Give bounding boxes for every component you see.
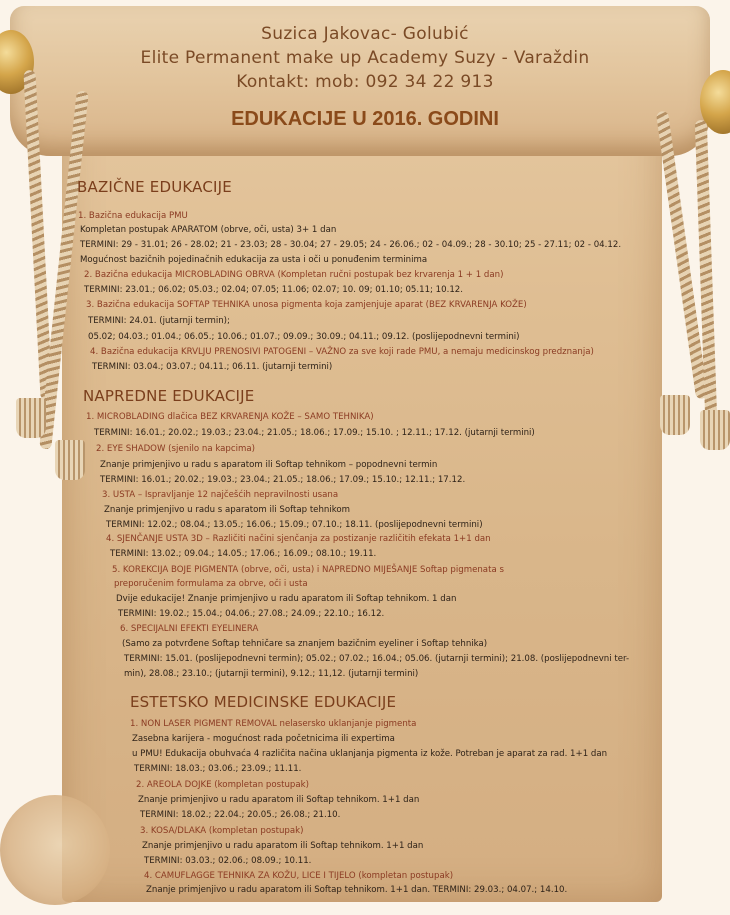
- napredne-line-11: 5. KOREKCIJA BOJE PIGMENTA (obrve, oči, usta) i NAPREDNO MIJEŠANJE Softap pigmenata s: [112, 565, 504, 575]
- estetsko-line-4: TERMINI: 18.03.; 03.06.; 23.09.; 11.11.: [134, 764, 302, 774]
- bazicne-line-8: TERMINI: 24.01. (jutarnji termin);: [88, 316, 230, 326]
- bazicne-line-2: Kompletan postupak APARATOM (obrve, oči, usta) 3+ 1 dan: [80, 225, 337, 235]
- bazicne-line-6: TERMINI: 23.01.; 06.02; 05.03.; 02.04; 07.05; 11.06; 02.07; 10. 09; 01.10; 05.11; 10.12.: [84, 285, 464, 295]
- bazicne-line-7: 3. Bazična edukacija SOFTAP TEHNIKA unosa pigmenta koja zamjenjuje aparat (BEZ KRVARENJA KOŽE): [86, 300, 527, 310]
- napredne-line-7: Znanje primjenjivo u radu s aparatom ili Softap tehnikom: [104, 505, 351, 515]
- napredne-line-2: TERMINI: 16.01.; 20.02.; 19.03.; 23.04.; 21.05.; 18.06.; 17.09.; 15.10. ; 12.11.; 17.12. (jutarnji termini): [94, 428, 535, 438]
- estetsko-line-10: TERMINI: 03.03.; 02.06.; 08.09.; 10.11.: [144, 856, 312, 866]
- napredne-line-5: TERMINI: 16.01.; 20.02.; 19.03.; 23.04.; 21.05.; 18.06.; 17.09.; 15.10.; 12.11.; 17.12.: [100, 475, 466, 485]
- napredne-line-8: TERMINI: 12.02.; 08.04.; 13.05.; 16.06.; 15.09.; 07.10.; 18.11. (poslijepodnevni termini): [106, 520, 483, 530]
- bazicne-line-5: 2. Bazična edukacija MICROBLADING OBRVA (Kompletan ručni postupak bez krvarenja 1 + 1 dan): [84, 270, 504, 280]
- bazicne-line-9: 05.02; 04.03.; 01.04.; 06.05.; 10.06.; 01.07.; 09.09.; 30.09.; 04.11.; 09.12. (poslijepodnevni termini): [88, 332, 520, 342]
- estetsko-line-12: Znanje primjenjivo u radu aparatom ili Softap tehnikom. 1+1 dan. TERMINI: 29.03.; 04.07.; 14.10.: [146, 885, 568, 895]
- estetsko-line-6: Znanje primjenjivo u radu aparatom ili Softap tehnikom. 1+1 dan: [138, 795, 420, 805]
- napredne-line-14: TERMINI: 19.02.; 15.04.; 04.06.; 27.08.; 24.09.; 22.10.; 16.12.: [118, 609, 385, 619]
- napredne-line-16: (Samo za potvrđene Softap tehničare sa znanjem bazičnim eyeliner i Softap tehnika): [122, 639, 488, 649]
- napredne-line-4: Znanje primjenjivo u radu s aparatom ili Softap tehnikom – popodnevni termin: [100, 460, 438, 470]
- academy-name: Elite Permanent make up Academy Suzy - Varaždin: [140, 48, 590, 68]
- section-heading-napredne: NAPREDNE EDUKACIJE: [83, 387, 255, 405]
- napredne-line-6: 3. USTA – Ispravljanje 12 najčešćih nepravilnosti usana: [102, 490, 339, 500]
- bazicne-line-1: 1. Bazična edukacija PMU: [78, 211, 188, 221]
- napredne-line-9: 4. SJENČANJE USTA 3D – Različiti načini sjenčanja za postizanje različitih efekata 1+1 dan: [106, 534, 491, 544]
- estetsko-line-3: u PMU! Edukacija obuhvaća 4 različita načina uklanjanja pigmenta iz kože. Potreban je aparat za rad. 1+1 dan: [132, 749, 608, 759]
- page-title: EDUKACIJE U 2016. GODINI: [231, 108, 499, 130]
- bazicne-line-4: Mogućnost bazičnih pojedinačnih edukacija za usta i oči u ponuđenim terminima: [80, 255, 428, 265]
- estetsko-line-5: 2. AREOLA DOJKE (kompletan postupak): [136, 780, 309, 790]
- estetsko-line-1: 1. NON LASER PIGMENT REMOVAL nelasersko uklanjanje pigmenta: [130, 719, 417, 729]
- bazicne-line-11: TERMINI: 03.04.; 03.07.; 04.11.; 06.11. (jutarnji termini): [92, 362, 333, 372]
- napredne-line-10: TERMINI: 13.02.; 09.04.; 14.05.; 17.06.; 16.09.; 08.10.; 19.11.: [110, 549, 377, 559]
- napredne-line-15: 6. SPECIJALNI EFEKTI EYELINERA: [120, 624, 259, 634]
- estetsko-line-2: Zasebna karijera - mogućnost rada početnicima ili expertima: [132, 734, 395, 744]
- bazicne-line-10: 4. Bazična edukacija KRVLJU PRENOSIVI PATOGENI – VAŽNO za sve koji rade PMU, a nemaju medicinskog predznanja): [90, 347, 594, 357]
- napredne-line-18: min), 28.08.; 23.10.; (jutarnji termini), 9.12.; 11,12. (jutarnji termini): [124, 669, 419, 679]
- estetsko-line-11: 4. CAMUFLAGGE TEHNIKA ZA KOŽU, LICE I TIJELO (kompletan postupak): [144, 871, 454, 881]
- contact-line: Kontakt: mob: 092 34 22 913: [236, 72, 494, 92]
- napredne-line-13: Dvije edukacije! Znanje primjenjivo u radu aparatom ili Softap tehnikom. 1 dan: [116, 594, 457, 604]
- napredne-line-12: preporučenim formulama za obrve, oči i usta: [114, 579, 308, 589]
- napredne-line-1: 1. MICROBLADING dlačica BEZ KRVARENJA KOŽE – SAMO TEHNIKA): [86, 412, 374, 422]
- estetsko-line-7: TERMINI: 18.02.; 22.04.; 20.05.; 26.08.; 21.10.: [140, 810, 341, 820]
- estetsko-line-9: Znanje primjenjivo u radu aparatom ili Softap tehnikom. 1+1 dan: [142, 841, 424, 851]
- napredne-line-17: TERMINI: 15.01. (poslijepodnevni termin); 05.02.; 07.02.; 16.04.; 05.06. (jutarnji termini); 21.08. (poslijepodnevni ter-: [124, 654, 630, 664]
- napredne-line-3: 2. EYE SHADOW (sjenilo na kapcima): [96, 444, 255, 454]
- section-heading-bazicne: BAZIČNE EDUKACIJE: [77, 178, 232, 196]
- author-name: Suzica Jakovac- Golubić: [261, 24, 469, 44]
- section-heading-estetsko: ESTETSKO MEDICINSKE EDUKACIJE: [130, 693, 397, 711]
- estetsko-line-8: 3. KOSA/DLAKA (kompletan postupak): [140, 826, 304, 836]
- bazicne-line-3: TERMINI: 29 - 31.01; 26 - 28.02; 21 - 23.03; 28 - 30.04; 27 - 29.05; 24 - 26.06.; 02 - 04.09.; 28 - 30.10; 25 - 27.11; 02 - 04.12.: [80, 240, 622, 250]
